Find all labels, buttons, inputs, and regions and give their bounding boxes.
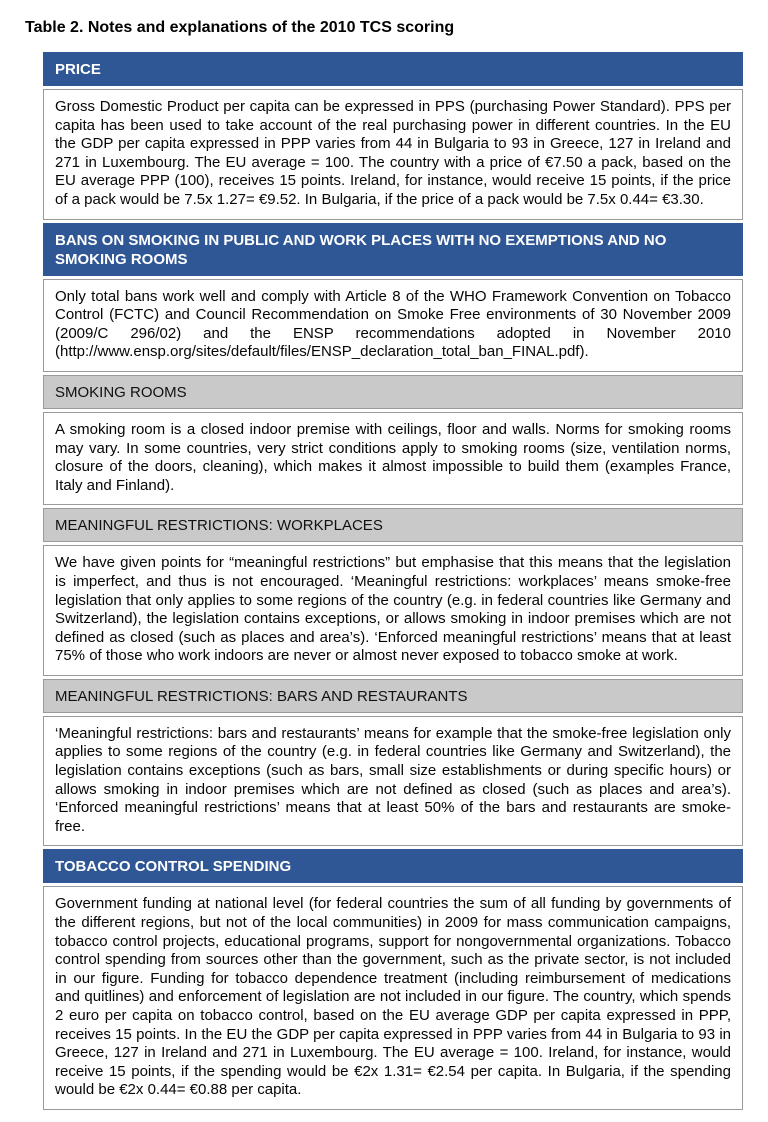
section-header: MEANINGFUL RESTRICTIONS: WORKPLACES	[43, 508, 743, 542]
section-header: PRICE	[43, 52, 743, 86]
section-body: Gross Domestic Product per capita can be expressed in PPS (purchasing Power Standard). PPS per capita has been used to take account of the real purchasing power in different countries. In the EU the GDP per capita expressed in PPP varies from 44 in Bulgaria to 93 in Greece, 127 in Ireland and 271 in Luxembourg. The EU average = 100. The country with a price of €7.50 a pack, based on the EU average PPP (100), receives 15 points. Ireland, for instance, would receive 15 points, if the price of a pack would be 7.5x 1.27= €9.52. In Bulgaria, if the price of a pack would be 7.5x 0.44= €3.30.	[43, 89, 743, 220]
section-bans-on-smoking	[43, 223, 743, 372]
section-header: TOBACCO CONTROL SPENDING	[43, 849, 743, 883]
table-caption: Table 2. Notes and explanations of the 2010 TCS scoring	[25, 19, 455, 36]
section-tobacco-control-spending	[43, 849, 743, 1110]
section-body: Government funding at national level (for federal countries the sum of all funding by governments of the different regions, but not of the local communities) in 2009 for mass communication campaigns, tobacco control projects, educational programs, support for nongovernmental organizations. Tobacco control spending from sources other than the government, such as the private sector, is not included in our figure. Funding for tobacco dependence treatment (including reimbursement of medications and quitlines) and enforcement of legislation are not included in our figure. The country, which spends 2 euro per capita on tobacco control, based on the EU average GDP per capita expressed in PPP, receives 15 points. In the EU the GDP per capita expressed in PPP varies from 44 in Bulgaria to 93 in Greece, 127 in Ireland and 271 in Luxembourg. The EU average = 100. Ireland, for instance, would receive 15 points, if the spending would be €2x 1.31= €2.54 per capita. In Bulgaria, if the spending would be €2x 0.44= €0.88 per capita.	[43, 886, 743, 1110]
section-meaningful-restrictions-workplaces	[43, 508, 743, 676]
section-price	[43, 52, 743, 220]
section-body: A smoking room is a closed indoor premise with ceilings, floor and walls. Norms for smoking rooms may vary. In some countries, very strict conditions apply to smoking rooms (size, ventilation norms, closure of the doors, cleaning), which makes it almost impossible to build them (examples France, Italy and Finland).	[43, 412, 743, 505]
notes-table	[43, 52, 743, 1110]
section-header: BANS ON SMOKING IN PUBLIC AND WORK PLACES WITH NO EXEMPTIONS AND NO SMOKING ROOMS	[43, 223, 743, 276]
section-body: We have given points for “meaningful restrictions” but emphasise that this means that the legislation is imperfect, and thus is not encouraged. ‘Meaningful restrictions: workplaces’ means smoke-free legislation that only applies to some regions of the country (e.g. in federal countries like Germany and Switzerland), the legislation contains exceptions, or allows smoking in indoor premises which are not defined as closed (such as places and area’s). ‘Enforced meaningful restrictions’ means that at least 75% of those who work indoors are never or almost never exposed to tobacco smoke at work.	[43, 545, 743, 676]
section-body: ‘Meaningful restrictions: bars and restaurants’ means for example that the smoke-free legislation only applies to some regions of the country (e.g. in federal countries like Germany and Switzerland), the legislation contains exceptions (such as bars, small size establishments or during specific hours) or allows smoking in indoor premises which are not defined as closed (such as places and area’s). ‘Enforced meaningful restrictions’ means that at least 50% of the bars and restaurants are smoke-free.	[43, 716, 743, 847]
section-meaningful-restrictions-bars-restaurants	[43, 679, 743, 847]
section-header: SMOKING ROOMS	[43, 375, 743, 409]
section-smoking-rooms	[43, 375, 743, 505]
section-body: Only total bans work well and comply with Article 8 of the WHO Framework Convention on Tobacco Control (FCTC) and Council Recommendation on Smoke Free environments of 30 November 2009 (2009/C 296/02) and the ENSP recommendations adopted in November 2010 (http://www.ensp.org/sites/default/files/ENSP_declaration_total_ban_FINAL.pdf).	[43, 279, 743, 372]
section-header: MEANINGFUL RESTRICTIONS: BARS AND RESTAURANTS	[43, 679, 743, 713]
